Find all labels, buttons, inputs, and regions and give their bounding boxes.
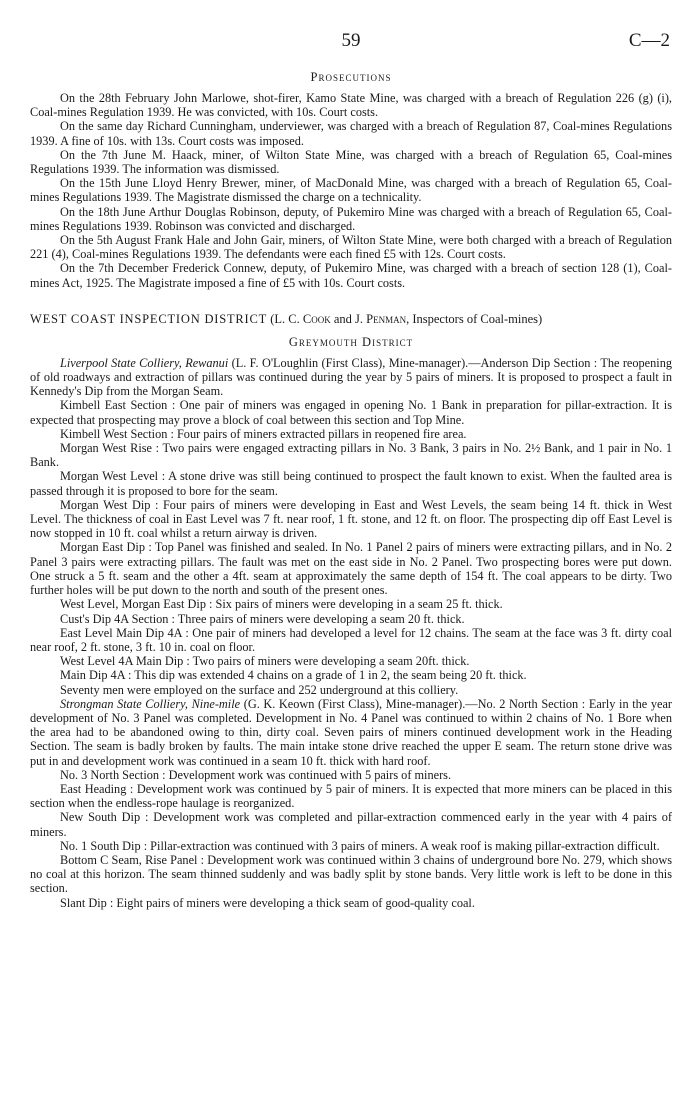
paragraph: On the 15th June Lloyd Henry Brewer, miner, of MacDonald Mine, was charged with a breach of Regulation 65, Coal-mines Regulations 1939. The Magistrate dismissed the charge on a technicality.: [30, 176, 672, 205]
paragraph: No. 3 North Section : Development work was continued with 5 pairs of miners.: [60, 767, 452, 782]
paragraph: New South Dip : Development work was completed and pillar-extraction commenced early in the year with 4 pairs of miners.: [30, 810, 672, 839]
paragraph: Slant Dip : Eight pairs of miners were developing a thick seam of good-quality coal.: [60, 895, 475, 910]
paragraph: On the same day Richard Cunningham, underviewer, was charged with a breach of Regulation 87, Coal-mines Regulations 1939. A fine of 10s. with 13s. Court costs was imposed.: [30, 119, 672, 148]
inspector-name: Cook: [302, 311, 331, 326]
paragraph: Morgan West Dip : Four pairs of miners were developing in East and West Levels, the seam being 14 ft. thick in West Level. The thickness of coal in East Level was 7 ft. near roof, 1 ft. stone, and 12 ft. on floor. The prospecting dip off East Level is now stopped in 10 ft. coal whilst a return airway is driven.: [30, 497, 672, 541]
paragraph: Morgan West Rise : Two pairs were engaged extracting pillars in No. 3 Bank, 3 pairs in No. 2½ Bank, and 1 pair in No. 1 Bank.: [30, 441, 672, 470]
district-title: [30, 312, 672, 327]
paragraph-text: (L. F. O'Loughlin (First Class), Mine-manager).—Anderson Dip Section : The reopening of old roadways and extraction of pillars was continued during the year by 5 pairs of miners. It is proposed to prospect a fault in Kennedy's Dip from the Morgan Seam.: [30, 355, 672, 399]
page-number: 59: [341, 30, 361, 51]
paragraph: East Heading : Development work was continued by 5 pair of miners. It is expected that more miners can be placed in this section when the endless-rope haulage is reorganized.: [30, 781, 672, 811]
section-code: C—2: [628, 30, 670, 51]
district-title-main: WEST COAST INSPECTION DISTRICT: [30, 311, 268, 326]
paragraph: Cust's Dip 4A Section : Three pairs of miners were developing a seam 20 ft. thick.: [60, 611, 465, 626]
greymouth-heading: Greymouth District: [288, 334, 414, 349]
paragraph: On the 18th June Arthur Douglas Robinson, deputy, of Pukemiro Mine was charged with a breach of Regulation 65, Coal-mines Regulations 1939. Robinson was convicted and discharged.: [30, 204, 672, 233]
district-title-rest: Inspectors of Coal-mines): [412, 311, 543, 326]
prosecutions-section: [30, 70, 672, 290]
paragraph: On the 7th December Frederick Connew, deputy, of Pukemiro Mine, was charged with a breach of section 128 (1), Coal-mines Act, 1925. The Magistrate imposed a fine of £5 with 10s. Court costs.: [30, 261, 672, 290]
paragraph: Seventy men were employed on the surface and 252 underground at this colliery.: [60, 682, 459, 697]
paragraph: Morgan West Level : A stone drive was still being continued to prospect the fault known to exist. When the faulted area is passed through it is proposed to bore for the seam.: [30, 469, 672, 498]
paragraph: Main Dip 4A : This dip was extended 4 chains on a grade of 1 in 2, the seam being 20 ft. thick.: [60, 668, 527, 683]
colliery-name: Strongman State Colliery, Nine-mile: [60, 696, 241, 711]
paragraph: West Level 4A Main Dip : Two pairs of miners were developing a seam 20ft. thick.: [60, 654, 470, 669]
paragraph: West Level, Morgan East Dip : Six pairs of miners were developing in a seam 25 ft. thick.: [60, 597, 503, 612]
paragraph: Bottom C Seam, Rise Panel : Development work was continued within 3 chains of underground bore No. 279, which shows no coal at this horizon. The seam thinned suddenly and was badly split by stone bands. Very little work is left to be done in this section.: [30, 852, 672, 896]
district-title-and: and J.: [333, 311, 363, 326]
paragraph: [30, 356, 672, 399]
paragraph: Kimbell West Section : Four pairs of miners extracted pillars in reopened fire area.: [60, 426, 467, 441]
prosecutions-heading: Prosecutions: [310, 70, 392, 84]
paragraph: On the 5th August Frank Hale and John Gair, miners, of Wilton State Mine, were both charged with a breach of Regulation 221 (4), Coal-mines Regulations 1939. The defendants were each fined £5 with 12s. Court costs.: [30, 233, 672, 262]
paragraph: Morgan East Dip : Top Panel was finished and sealed. In No. 1 Panel 2 pairs of miners were extracting pillars, and in No. 2 Panel 3 pairs were extracting pillars. The fault was met on the east side in No. 2 Panel. Two prospecting bores were put down. One struck a 5 ft. seam and the other a 4ft. seam at approximately the same depth of 154 ft. The coal appears to be dirty. Two further holes will be put down to the north and south of the present ones.: [30, 540, 672, 598]
paragraph: On the 28th February John Marlowe, shot-firer, Kamo State Mine, was charged with a breach of Regulation 226 (g) (i), Coal-mines Regulation 1939. He was convicted, with 10s. Court costs.: [30, 91, 672, 120]
paragraph: No. 1 South Dip : Pillar-extraction was continued with 3 pairs of miners. A weak roof is making pillar-extraction difficult.: [60, 838, 660, 853]
paragraph-text: (G. K. Keown (First Class), Mine-manager).—No. 2 North Section : Early in the year development of No. 3 Panel was completed. Development in No. 4 Panel was continued to within 2 chains of No. 1 Bore when the area had to be abandoned owing to thin, dirty coal. Seven pairs of miners continued development work in the Heading Section. The seam is badly broken by faults. The main intake stone drive reached the upper E seam. The return stone drive was put in and development work was continued in a seam 10 ft. thick with hard roof.: [30, 696, 673, 768]
colliery-name: Liverpool State Colliery, Rewanui: [60, 355, 229, 370]
inspector-name: Penman,: [366, 311, 410, 326]
page-header: [30, 0, 672, 62]
district-title-open: (L. C.: [270, 311, 300, 326]
paragraph: Kimbell East Section : One pair of miners was engaged in opening No. 1 Bank in preparation for pillar-extraction. It is expected that prospecting may prove a block of coal between this section and Top Mine.: [30, 398, 672, 427]
paragraph: On the 7th June M. Haack, miner, of Wilton State Mine, was charged with a breach of Regulation 65, Coal-mines Regulations 1939. The information was dismissed.: [30, 147, 672, 177]
west-coast-section: [30, 312, 672, 910]
paragraph: [30, 697, 672, 768]
paragraph: East Level Main Dip 4A : One pair of miners had developed a level for 12 chains. The seam at the face was 3 ft. dirty coal near roof, 2 ft. stone, 3 ft. 10 in. coal on floor.: [30, 625, 672, 654]
